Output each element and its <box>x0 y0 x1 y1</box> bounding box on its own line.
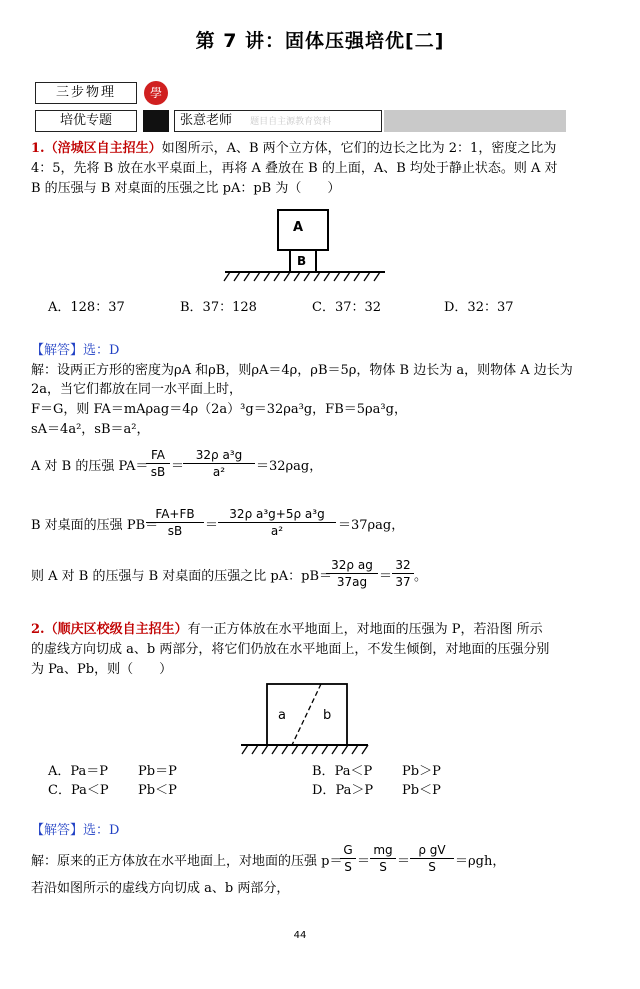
q1-eq3-frac2 <box>392 557 414 590</box>
ground-hatch <box>242 745 368 754</box>
q1-eq3-frac1-den: 37ag <box>336 575 368 589</box>
q2-sol-result: ＝ρgh， <box>455 854 506 869</box>
q2-option-c-pb: Pb＜P <box>138 783 177 798</box>
q1-eq1-result: ＝32ρag， <box>256 459 323 474</box>
teacher-box <box>174 110 382 132</box>
ground-hatch <box>224 272 380 281</box>
q2-frac2 <box>370 842 396 875</box>
q2-frac1 <box>340 842 356 875</box>
q1-eq2-frac2 <box>218 506 336 539</box>
q1-eq2-result: ＝37ρag， <box>338 518 405 533</box>
q2-option-a-pb: Pb＝P <box>138 764 177 779</box>
q1-figure <box>220 205 390 285</box>
brand-box <box>35 82 137 104</box>
q1-eq2-frac2-den: a² <box>270 524 284 538</box>
q1-eq1-frac1 <box>146 447 170 480</box>
q2-frac3-num: ρ gV <box>410 842 454 859</box>
q1-text1: 如图所示，A、B 两个立方体，它们的边长之比为 2：1，密度之比为 <box>161 141 557 156</box>
q2-sol-prefix: 解：原来的正方体放在水平地面上，对地面的压强 p＝ <box>31 854 343 869</box>
q2-line2: 的虚线方向切成 a、b 两部分，将它们仍放在水平地面上，不发生倾倒，对地面的压强分别 <box>31 642 550 657</box>
q2-frac2-den: S <box>379 860 387 874</box>
q1-answer-tag: 【解答】 <box>31 343 84 358</box>
q1-option-a[interactable]: A．128：37 <box>48 300 125 315</box>
q2-option-a-pa: Pa＝P <box>70 764 109 779</box>
q2-answer-value: 选：D <box>83 823 120 838</box>
q2-option-a-key: A． <box>48 764 71 779</box>
q2-frac1-num: G <box>340 842 356 859</box>
q1-line3: B 的压强与 B 对桌面的压强之比 pA：pB 为（ ） <box>31 181 341 196</box>
block-a-label: A <box>293 220 304 235</box>
q1-answer-value: 选：D <box>83 343 120 358</box>
q2-option-d[interactable] <box>312 782 441 800</box>
header-gray-bar <box>384 110 566 132</box>
q1-eq1-frac2 <box>183 447 255 480</box>
q2-line3: 为 Pa、Pb，则（ ） <box>31 662 173 677</box>
page-title: 第 7 讲：固体压强培优[二] <box>195 30 445 52</box>
q2-frac2-num: mg <box>370 842 396 859</box>
q1-eq2-frac2-num: 32ρ a³g+5ρ a³g <box>218 506 336 523</box>
q1-source: 1.（涪城区自主招生） <box>31 141 162 156</box>
q2-sol2: 若沿如图所示的虚线方向切成 a、b 两部分， <box>31 881 290 896</box>
q2-answer <box>31 822 119 840</box>
q2-frac1-den: S <box>344 860 352 874</box>
q2-line1 <box>31 621 543 639</box>
topic-label: 培优专题 <box>59 113 112 128</box>
q2-frac3 <box>410 842 454 875</box>
q2-figure <box>238 678 398 758</box>
q1-eq2-frac1 <box>146 506 204 539</box>
header-black-block <box>143 110 169 132</box>
q2-option-d-pb: Pb＜P <box>402 783 441 798</box>
q1-option-c[interactable]: C．37：32 <box>312 300 382 315</box>
q1-eq2-prefix: B 对桌面的压强 PB＝ <box>31 518 159 533</box>
q1-eq1-frac1-den: sB <box>150 465 166 479</box>
q1-sol2: 2a，当它们都放在同一水平面上时， <box>31 382 243 397</box>
q2-option-b-pa: Pa＜P <box>334 764 373 779</box>
q2-option-c-key: C． <box>48 783 71 798</box>
logo-icon <box>144 81 168 105</box>
q1-eq2-equals: ＝ <box>205 518 219 533</box>
q1-eq1-equals: ＝ <box>171 459 185 474</box>
q1-eq3-frac2-num: 32 <box>392 557 414 574</box>
q1-eq3-frac1-num: 32ρ ag <box>326 557 378 574</box>
q1-sol4: sA＝4a²，sB＝a²， <box>31 422 150 437</box>
q1-eq3-frac2-den: 37 <box>395 575 411 589</box>
block-b-label: B <box>297 254 307 268</box>
q1-answer <box>31 342 119 360</box>
q2-option-a[interactable] <box>48 763 177 781</box>
q2-option-b-pb: Pb＞P <box>402 764 441 779</box>
q1-eq3-frac1 <box>326 557 378 590</box>
q2-option-c-pa: Pa＜P <box>70 783 109 798</box>
q2-text1: 有一正方体放在水平地面上，对地面的压强为 P，若沿图 所示 <box>187 622 543 637</box>
watermark-text: 题目自主源教育资料 <box>250 117 332 127</box>
teacher-label: 张意老师 <box>180 113 233 128</box>
q2-option-c[interactable] <box>48 782 177 800</box>
q1-eq3-end: 。 <box>414 569 428 584</box>
q1-line1 <box>31 140 556 158</box>
q1-sol1: 解：设两正方形的密度为ρA 和ρB，则ρA＝4ρ，ρB＝5ρ，物体 B 边长为 a，则物体 A 边长为 <box>31 363 573 378</box>
q1-option-d[interactable]: D．32：37 <box>444 300 514 315</box>
q1-eq1-prefix: A 对 B 的压强 PA＝ <box>31 459 149 474</box>
q1-option-b[interactable]: B．37：128 <box>180 300 257 315</box>
q2-answer-tag: 【解答】 <box>31 823 84 838</box>
q2-frac3-den: S <box>428 860 436 874</box>
q2-option-b-key: B． <box>312 764 335 779</box>
q2-source: 2.（顺庆区校级自主招生） <box>31 622 188 637</box>
q1-line2: 4：5，先将 B 放在水平桌面上，再将 A 叠放在 B 的上面，A、B 均处于静止状态。则 A 对 <box>31 161 558 176</box>
q1-eq3-prefix: 则 A 对 B 的压强与 B 对桌面的压强之比 pA：pB＝ <box>31 569 333 584</box>
q1-eq2-frac1-den: sB <box>167 524 183 538</box>
q1-sol3: F＝G，则 FA＝mAρag＝4ρ（2a）³g＝32ρa³g，FB＝5ρa³g， <box>31 402 407 417</box>
logo-char: 學 <box>149 86 162 100</box>
q2-option-d-key: D． <box>312 783 336 798</box>
brand-label: 三步物理 <box>55 85 116 100</box>
topic-box <box>35 110 137 132</box>
part-b-label: b <box>323 708 332 723</box>
q1-eq3-equals: ＝ <box>379 569 393 584</box>
page-number: 44 <box>293 930 307 941</box>
q1-eq1-frac1-num: FA <box>146 447 170 464</box>
q2-option-d-pa: Pa＞P <box>335 783 374 798</box>
q2-equals-2: ＝ <box>397 854 411 869</box>
q1-eq1-frac2-num: 32ρ a³g <box>183 447 255 464</box>
q2-equals-1: ＝ <box>357 854 371 869</box>
q1-eq1-frac2-den: a² <box>212 465 226 479</box>
q1-eq2-frac1-num: FA+FB <box>146 506 204 523</box>
q2-option-b[interactable] <box>312 763 441 781</box>
part-a-label: a <box>278 708 286 723</box>
